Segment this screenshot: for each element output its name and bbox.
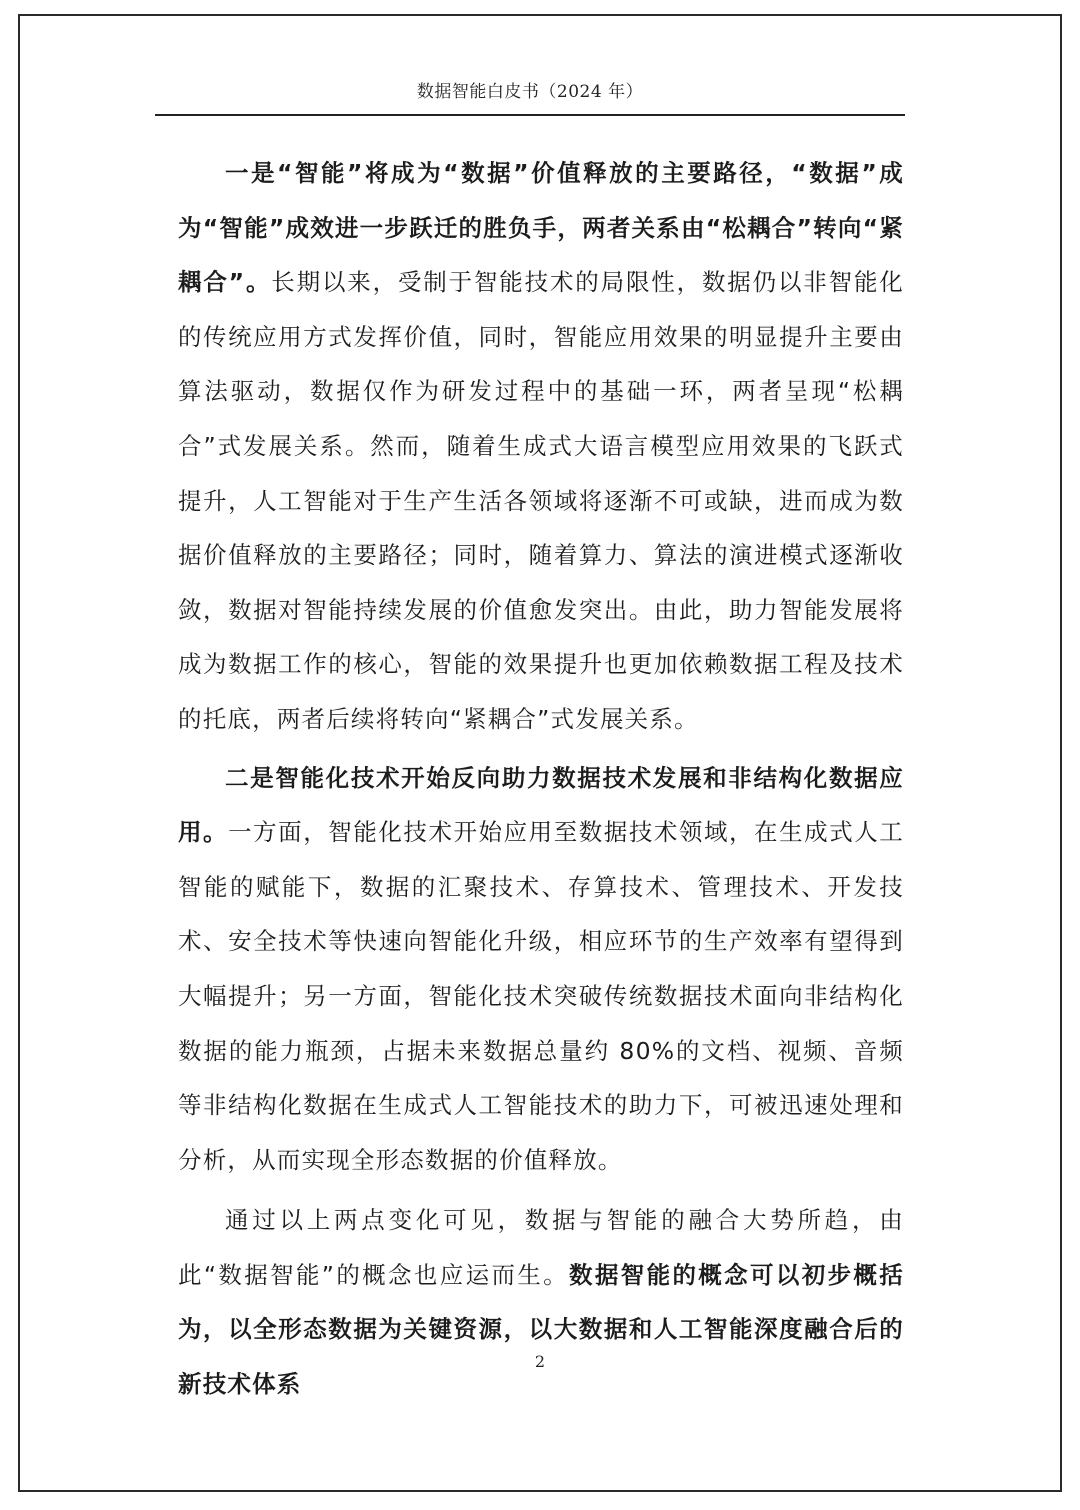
document-body (178, 146, 904, 1412)
paragraph-1-lead: 一是“智能”将成为“数据”价值释放的主要路径，“数据”成为“智能”成效进一步跃迁的胜负手，两者关系由“松耦合”转向“紧耦合”。 (178, 159, 904, 297)
page-number-text: 2 (534, 1352, 546, 1371)
paragraph-1-text: 长期以来，受制于智能技术的局限性，数据仍以非智能化的传统应用方式发挥价值，同时，智能应用效果的明显提升主要由算法驱动，数据仅作为研发过程中的基础一环，两者呈现“松耦合”式发展关系。然而，随着生成式大语言模型应用效果的飞跃式提升，人工智能对于生产生活各领域将逐渐不可或缺，进而成为数据价值释放的主要路径；同时，随着算力、算法的演进模式逐渐收敛，数据对智能持续发展的价值愈发突出。由此，助力智能发展将成为数据工作的核心，智能的效果提升也更加依赖数据工程及技术的托底，两者后续将转向“紧耦合”式发展关系。 (178, 268, 904, 733)
paragraph-2-lead: 二是智能化技术开始反向助力数据技术发展和非结构化数据应用。 (178, 763, 904, 847)
header-title: 数据智能白皮书（2024 年） (416, 82, 644, 102)
paragraph-3-bold: 数据智能的概念可以初步概括为，以全形态数据为关键资源，以大数据和人工智能深度融合后的新技术体系 (178, 1260, 904, 1399)
paragraph-1 (178, 146, 904, 747)
paragraph-2 (178, 751, 904, 1188)
paragraph-3-text: 通过以上两点变化可见，数据与智能的融合大势所趋，由此“数据智能”的概念也应运而生。 (178, 1206, 904, 1289)
page-header (155, 68, 905, 116)
paragraph-3 (178, 1193, 904, 1411)
page-number (0, 1352, 1080, 1371)
paragraph-2-text: 一方面，智能化技术开始应用至数据技术领域，在生成式人工智能的赋能下，数据的汇聚技术、存算技术、管理技术、开发技术、安全技术等快速向智能化升级，相应环节的生产效率有望得到大幅提升；另一方面，智能化技术突破传统数据技术面向非结构化数据的能力瓶颈，占据未来数据总量约 80%的文档、视频、音频等非结构化数据在生成式人工智能技术的助力下，可被迅速处理和分析，从而实现全形态数据的价值释放。 (178, 818, 904, 1174)
